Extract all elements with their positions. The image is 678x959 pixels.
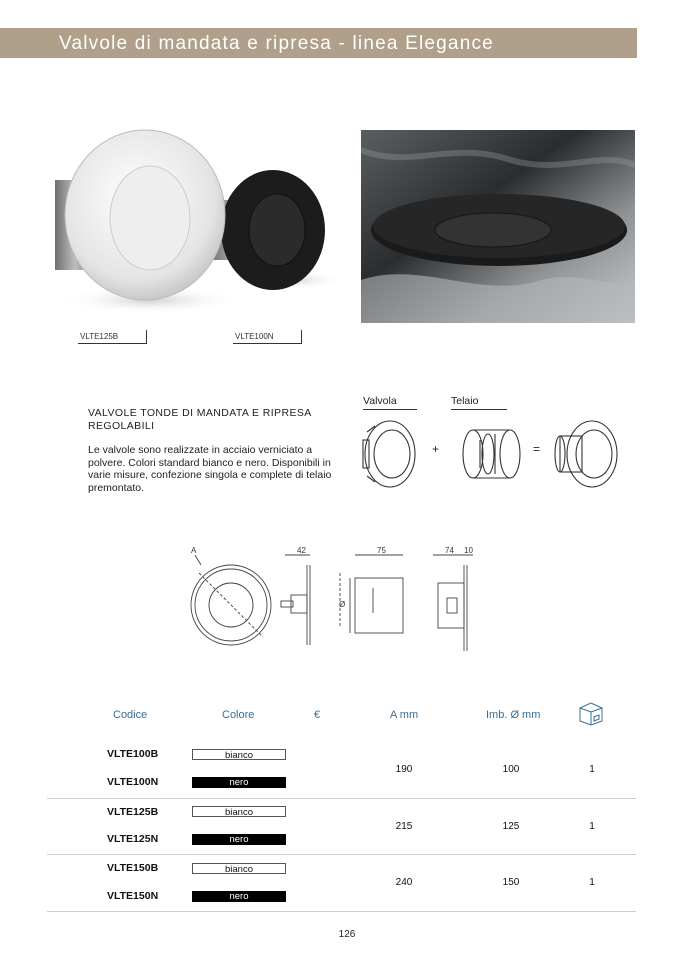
package-box-icon	[577, 700, 605, 726]
color-swatch-nero: nero	[192, 777, 286, 788]
imb-value: 150	[502, 877, 520, 888]
page-title: Valvole di mandata e ripresa - linea Elegance	[59, 33, 494, 54]
qty-value: 1	[589, 764, 595, 775]
header-a-mm: A mm	[390, 709, 419, 721]
color-swatch-bianco: bianco	[192, 806, 286, 817]
product-code: VLTE150B	[107, 862, 159, 874]
dim-75: 75	[377, 546, 386, 555]
qty-value: 1	[589, 877, 595, 888]
installed-photo	[361, 130, 635, 323]
header-price: €	[314, 709, 321, 721]
product-code: VLTE150N	[107, 890, 159, 902]
photo-label-vlte100n: VLTE100N	[235, 332, 274, 341]
color-swatch-nero: nero	[192, 834, 286, 845]
photo-label-bracket	[78, 330, 147, 344]
product-code: VLTE100N	[107, 776, 159, 788]
header-codice: Codice	[113, 709, 148, 721]
product-photo	[55, 120, 335, 320]
frame-label: Telaio	[451, 395, 507, 410]
color-swatch-bianco: bianco	[192, 749, 286, 760]
header-imb: Imb. Ø mm	[486, 709, 541, 721]
section-description: Le valvole sono realizzate in acciaio verniciato a polvere. Colori standard bianco e nero. Disponibili in varie misure, confezione singola e complete di telaio premontato.	[88, 444, 332, 494]
product-code: VLTE125N	[107, 833, 159, 845]
a-mm-value: 215	[395, 821, 413, 832]
dim-a: A	[191, 546, 197, 555]
technical-drawing	[185, 543, 485, 658]
dim-diameter: Ø	[339, 600, 346, 609]
row-separator	[47, 854, 636, 855]
color-swatch-nero: nero	[192, 891, 286, 902]
dim-10: 10	[464, 546, 473, 555]
photo-label-bracket	[233, 330, 302, 344]
imb-value: 125	[502, 821, 520, 832]
row-separator	[47, 798, 636, 799]
product-code: VLTE125B	[107, 806, 159, 818]
row-separator	[47, 911, 636, 912]
photo-label-vlte125b: VLTE125B	[80, 332, 119, 341]
page-number: 126	[338, 929, 356, 940]
equals-sign: =	[533, 442, 541, 456]
a-mm-value: 240	[395, 877, 413, 888]
qty-value: 1	[589, 821, 595, 832]
product-code: VLTE100B	[107, 748, 159, 760]
a-mm-value: 190	[395, 764, 413, 775]
section-title: VALVOLE TONDE DI MANDATA E RIPRESA REGOLABILI	[88, 407, 312, 432]
imb-value: 100	[502, 764, 520, 775]
dim-42: 42	[297, 546, 306, 555]
dim-74: 74	[445, 546, 454, 555]
assembly-diagram	[355, 410, 625, 495]
plus-sign: +	[432, 442, 440, 456]
color-swatch-bianco: bianco	[192, 863, 286, 874]
valve-label: Valvola	[363, 395, 417, 410]
header-colore: Colore	[222, 709, 255, 721]
